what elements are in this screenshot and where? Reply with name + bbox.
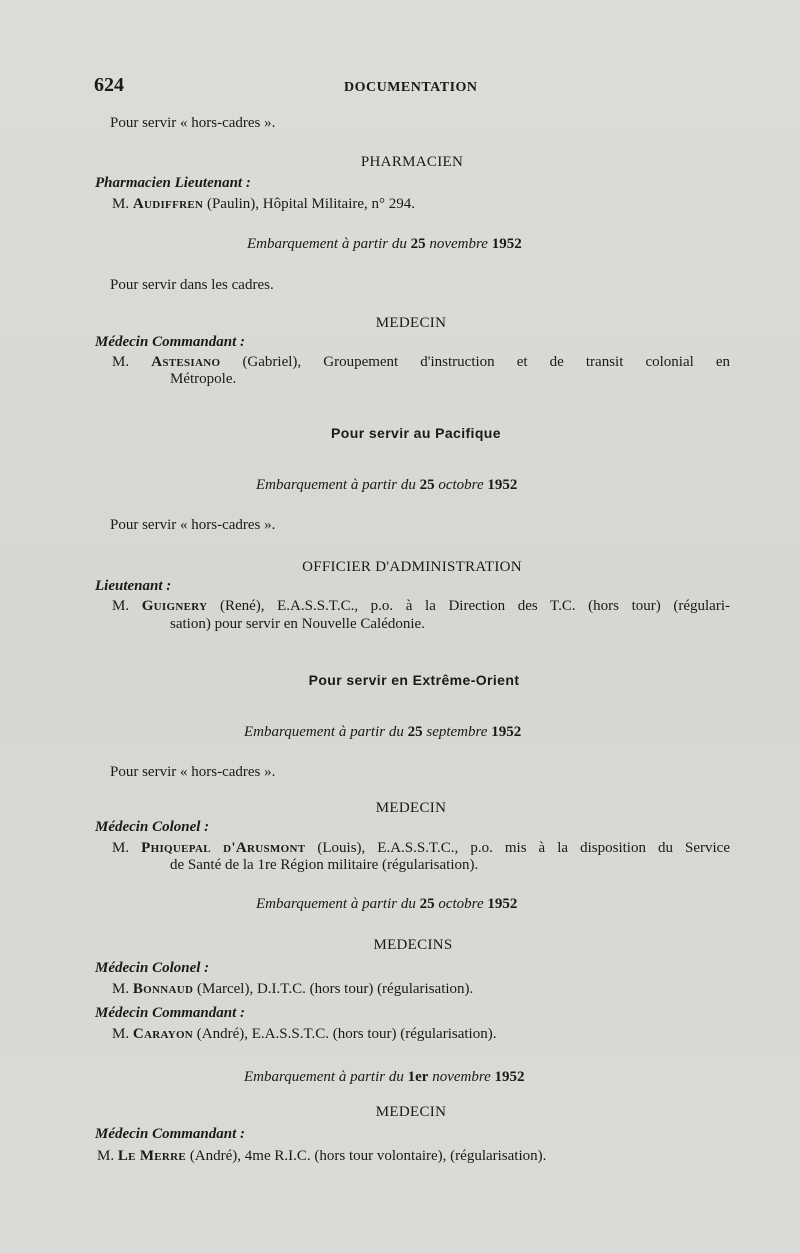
rank-label: Médecin Colonel : xyxy=(95,819,210,835)
corps-heading: OFFICIER D'ADMINISTRATION xyxy=(302,559,522,575)
civility: M. xyxy=(112,840,130,856)
corps-heading: MEDECIN xyxy=(375,1104,447,1120)
embarkation-year: 1952 xyxy=(494,1069,525,1085)
appointment-entry xyxy=(112,196,415,213)
embarkation-day: 1er xyxy=(407,1069,429,1085)
civility: M. xyxy=(112,981,130,997)
embarkation-lead: Embarquement à partir du xyxy=(256,477,420,493)
embarkation-lead: Embarquement à partir du xyxy=(244,724,408,740)
service-line: Pour servir « hors-cadres ». xyxy=(110,517,276,533)
appointment-detail: (Louis), E.A.S.S.T.C., p.o. mis à la disposition du Service xyxy=(305,840,730,856)
embarkation-month: octobre xyxy=(434,477,488,493)
embarkation-month: novembre xyxy=(428,1069,495,1085)
embarkation-lead: Embarquement à partir du xyxy=(256,896,420,912)
appointment-entry xyxy=(97,1148,546,1165)
corps-heading: MEDECIN xyxy=(375,315,447,331)
embarkation-year: 1952 xyxy=(491,236,522,252)
embarkation-year: 1952 xyxy=(487,477,518,493)
civility: M. xyxy=(97,1148,115,1164)
embarkation-month: septembre xyxy=(422,724,492,740)
embarkation-date-line xyxy=(244,724,521,741)
embarkation-year: 1952 xyxy=(487,896,518,912)
rank-label: Médecin Commandant : xyxy=(95,1126,246,1142)
appointment-detail: (André), 4me R.I.C. (hors tour volontaire), (régularisation). xyxy=(186,1148,547,1164)
appointment-continuation: Métropole. xyxy=(170,371,237,387)
appointment-detail: (René), E.A.S.S.T.C., p.o. à la Direction des T.C. (hors tour) (régulari- xyxy=(207,598,730,614)
embarkation-year: 1952 xyxy=(491,724,522,740)
appointment-detail: (André), E.A.S.S.T.C. (hors tour) (régularisation). xyxy=(193,1026,497,1042)
embarkation-month: novembre xyxy=(425,236,492,252)
rank-label: Médecin Colonel : xyxy=(95,960,210,976)
embarkation-month: octobre xyxy=(434,896,488,912)
corps-heading: PHARMACIEN xyxy=(360,154,464,170)
service-line: Pour servir « hors-cadres ». xyxy=(110,764,276,780)
section-title: Pour servir au Pacifique xyxy=(331,425,501,441)
embarkation-date-line xyxy=(244,1069,525,1086)
rank-label: Lieutenant : xyxy=(95,578,172,594)
embarkation-day: 25 xyxy=(410,236,426,252)
corps-heading: MEDECIN xyxy=(375,800,447,816)
embarkation-date-line xyxy=(256,477,517,494)
embarkation-day: 25 xyxy=(407,724,423,740)
officer-name: Carayon xyxy=(132,1026,194,1042)
appointment-entry xyxy=(112,354,730,371)
officer-name: Le Merre xyxy=(117,1148,187,1164)
service-line: Pour servir « hors-cadres ». xyxy=(110,115,276,131)
civility: M. xyxy=(112,598,130,614)
rank-label: Médecin Commandant : xyxy=(95,334,246,350)
section-title: Pour servir en Extrême-Orient xyxy=(308,672,520,688)
embarkation-day: 25 xyxy=(419,477,435,493)
appointment-detail: (Gabriel), Groupement d'instruction et de transit colonial en xyxy=(220,354,731,370)
page-number: 624 xyxy=(94,74,124,96)
appointment-entry xyxy=(112,840,730,857)
embarkation-date-line xyxy=(256,896,517,913)
civility: M. xyxy=(112,196,130,212)
civility: M. xyxy=(112,1026,130,1042)
appointment-continuation: sation) pour servir en Nouvelle Calédonie. xyxy=(170,616,425,632)
corps-heading: MEDECINS xyxy=(373,937,453,953)
rank-label: Médecin Commandant : xyxy=(95,1005,246,1021)
officer-name: Bonnaud xyxy=(132,981,194,997)
rank-label: Pharmacien Lieutenant : xyxy=(95,175,251,191)
appointment-entry xyxy=(112,598,730,615)
appointment-entry xyxy=(112,1026,496,1043)
officer-name: Guignery xyxy=(141,598,208,614)
embarkation-day: 25 xyxy=(419,896,435,912)
appointment-detail: (Paulin), Hôpital Militaire, n° 294. xyxy=(203,196,416,212)
officer-name: Audiffren xyxy=(132,196,204,212)
appointment-detail: (Marcel), D.I.T.C. (hors tour) (régularisation). xyxy=(193,981,474,997)
appointment-continuation: de Santé de la 1re Région militaire (régularisation). xyxy=(170,857,479,873)
officer-name: Astesiano xyxy=(151,354,221,370)
civility: M. xyxy=(112,354,130,370)
officer-name: Phiquepal d'Arusmont xyxy=(141,840,306,856)
service-line: Pour servir dans les cadres. xyxy=(110,277,274,293)
embarkation-lead: Embarquement à partir du xyxy=(247,236,411,252)
appointment-entry xyxy=(112,981,473,998)
running-title: DOCUMENTATION xyxy=(344,80,478,95)
embarkation-date-line xyxy=(247,236,522,253)
embarkation-lead: Embarquement à partir du xyxy=(244,1069,408,1085)
